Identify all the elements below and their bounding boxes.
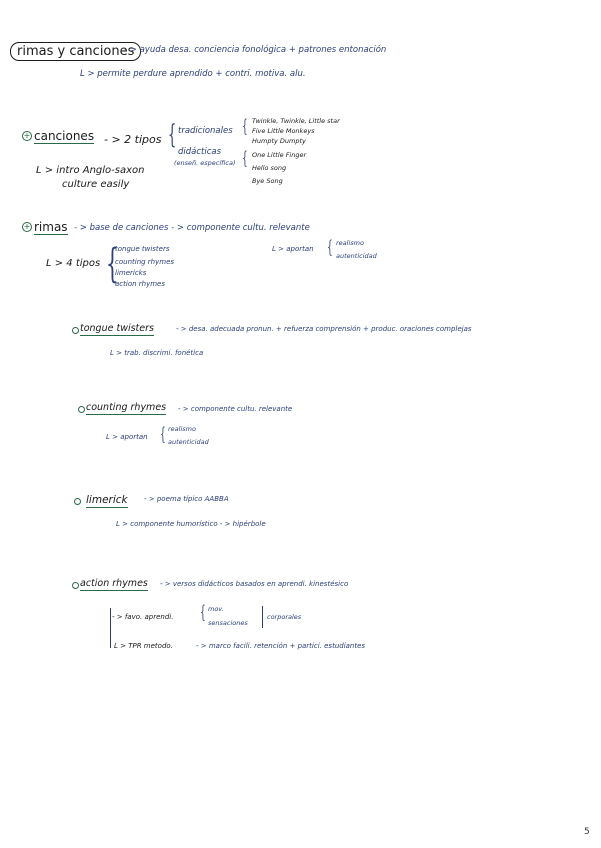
favo-item: mov. [208, 605, 224, 613]
rima-tipo: action rhymes [115, 280, 166, 288]
plus-circle-icon: + [23, 131, 31, 140]
favo-item: sensaciones [208, 619, 248, 627]
brace-icon: { [242, 148, 248, 169]
rimas-canciones-line1: - > ayuda desa. conciencia fonológica + patrones entonación [124, 45, 387, 55]
tongue-twisters-line2: L > trab. discrimi. fonética [110, 349, 204, 357]
tradicional-song: Twinkle, Twinkle, Little star [252, 117, 340, 125]
brace-icon: { [168, 120, 177, 150]
bullet-icon [72, 327, 79, 334]
canciones-intro-2: culture easily [62, 179, 130, 190]
heading-canciones: canciones [34, 129, 95, 143]
rima-tipo: counting rhymes [115, 258, 175, 266]
aportan-item: autenticidad [168, 438, 209, 446]
bullet-icon [72, 582, 79, 589]
didactica-song: Hello song [252, 164, 287, 172]
counting-rhymes-line1: - > componente cultu. relevante [178, 405, 293, 413]
bullet-icon [78, 406, 85, 413]
canciones-intro: L > intro Anglo-saxon [36, 165, 145, 176]
aportan-item: realismo [168, 425, 196, 433]
rimas-cuatro-tipos: L > 4 tipos [46, 258, 101, 269]
brace-icon: { [327, 237, 333, 258]
rima-tipo: tongue twisters [115, 245, 170, 253]
action-rhymes-tpr-line: - > marco facili. retención + partici. estudiantes [196, 642, 366, 650]
aportan-item: realismo [336, 239, 364, 247]
heading-action-rhymes: action rhymes [80, 578, 148, 589]
canciones-dos-tipos: - > 2 tipos [104, 133, 162, 146]
connector-line [262, 606, 263, 628]
rima-tipo: limericks [115, 269, 147, 277]
action-rhymes-favo: - > favo. aprendi. [112, 613, 174, 621]
rimas-line1: - > base de canciones - > componente cultu. relevante [74, 223, 310, 233]
didactica-song: Bye Song [252, 177, 283, 185]
plus-circle-icon: + [23, 222, 31, 231]
didacticas-note: (enseñ. específica) [174, 159, 236, 167]
didacticas-label: didácticas [178, 147, 222, 157]
heading-rimas: rimas [34, 220, 68, 234]
rimas-canciones-line2: L > permite perdure aprendido + contri. motiva. alu. [80, 69, 306, 79]
tradicional-song: Humpty Dumpty [252, 137, 306, 145]
rimas-aportan: L > aportan [272, 245, 314, 253]
action-rhymes-tpr: L > TPR metodo. [114, 642, 173, 650]
heading-rimas-y-canciones: rimas y canciones [10, 42, 141, 61]
tongue-twisters-line1: - > desa. adecuada pronun. + refuerza comprensión + produc. oraciones complejas [176, 325, 472, 333]
counting-rhymes-aportan: L > aportan [106, 433, 148, 441]
bullet-icon [74, 498, 81, 505]
brace-icon: { [160, 424, 166, 445]
tradicional-song: Five Little Monkeys [252, 127, 315, 135]
connector-line [110, 608, 111, 648]
brace-icon: { [200, 602, 206, 623]
aportan-item: autenticidad [336, 252, 377, 260]
heading-tongue-twisters: tongue twisters [80, 323, 154, 334]
page-number: 5 [584, 827, 590, 837]
action-rhymes-line1: - > versos didácticos basados en aprendi. kinestésico [160, 580, 349, 588]
brace-icon: { [106, 241, 119, 287]
tradicionales-label: tradicionales [178, 126, 233, 136]
heading-counting-rhymes: counting rhymes [86, 402, 167, 413]
didactica-song: One Little Finger [252, 151, 307, 159]
limerick-line2: L > componente humorístico - > hipérbole [116, 520, 266, 528]
limerick-line1: - > poema típico AABBA [144, 495, 229, 503]
heading-limerick: limerick [86, 494, 128, 506]
action-rhymes-corporales: corporales [267, 613, 302, 621]
brace-icon: { [242, 116, 248, 137]
